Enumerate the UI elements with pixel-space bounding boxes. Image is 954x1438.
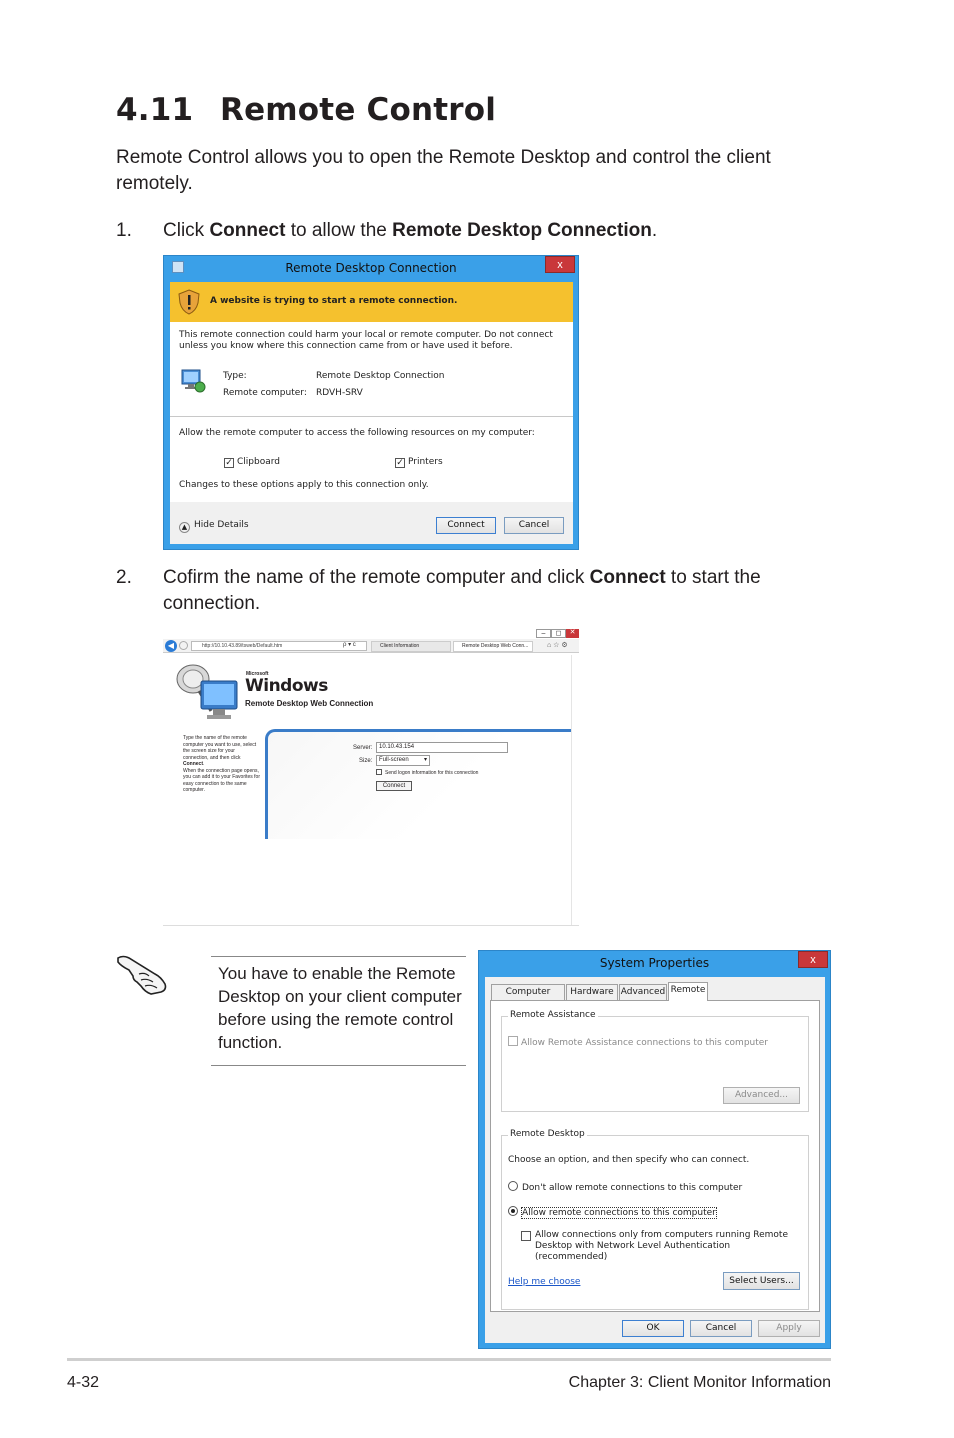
- remote-computer-icon: [180, 368, 206, 394]
- help-text: Type the name of the remote computer you want to use, select the screen size for your connection, and then click Connect. When the connection page opens, you can add it to your Favorites for easy connection to the same computer.: [183, 735, 260, 793]
- note-top-rule: [211, 956, 466, 957]
- remote-computer-label: Remote computer:: [223, 388, 307, 398]
- server-label: Server:: [353, 745, 373, 751]
- rdc-description: This remote connection could harm your local or remote computer. Do not connect unless you know where this connection came from or have used it before.: [179, 330, 553, 351]
- help-me-choose-link[interactable]: Help me choose: [508, 1277, 581, 1287]
- step-2-bold-connect: Connect: [589, 567, 666, 588]
- step-1: [116, 218, 816, 244]
- section-heading: [116, 92, 496, 128]
- remote-desktop-label: Remote Desktop: [510, 1129, 585, 1139]
- ok-button[interactable]: OK: [622, 1320, 684, 1337]
- allow-remote-radio[interactable]: [508, 1206, 716, 1219]
- rdc-title: Remote Desktop Connection: [285, 261, 457, 275]
- connect-button[interactable]: Connect: [376, 781, 412, 791]
- cancel-button[interactable]: Cancel: [504, 517, 564, 534]
- browser-window: [163, 629, 579, 926]
- remote-tab-panel: [490, 1000, 820, 1312]
- rd-choose-text: Choose an option, and then specify who can connect.: [508, 1155, 750, 1165]
- browser-toolbar: [163, 639, 579, 653]
- chapter-title: Chapter 3: Client Monitor Information: [568, 1374, 831, 1391]
- dont-allow-radio[interactable]: [508, 1181, 742, 1194]
- close-button[interactable]: x: [545, 256, 575, 273]
- step-2-text: [163, 565, 803, 617]
- step-1-post: .: [651, 220, 658, 241]
- step-1-bold-rdc: Remote Desktop Connection: [392, 220, 652, 241]
- type-value: Remote Desktop Connection: [316, 371, 445, 381]
- send-logon-checkbox[interactable]: [376, 769, 478, 777]
- checkbox-icon: [376, 769, 382, 775]
- chevron-up-icon: ▲: [179, 522, 190, 533]
- radio-icon: [508, 1181, 518, 1191]
- checkbox-icon: [508, 1036, 518, 1046]
- tab-hardware[interactable]: Hardware: [566, 984, 618, 1000]
- allow-remote-assistance-label: Allow Remote Assistance connections to this computer: [521, 1038, 769, 1048]
- tab-remote[interactable]: Remote: [668, 982, 708, 1001]
- close-button[interactable]: x: [798, 951, 828, 968]
- changes-note: Changes to these options apply to this connection only.: [179, 480, 429, 490]
- help-text-1: Type the name of the remote computer you want to use, select the screen size for your connection, and then click: [183, 735, 257, 761]
- step-1-pre: Click: [163, 220, 210, 241]
- microsoft-label: Microsoft: [246, 671, 269, 677]
- shield-warning-icon: [178, 289, 200, 315]
- hide-details-toggle[interactable]: [179, 520, 249, 533]
- type-label: Type:: [223, 371, 247, 381]
- browser-top: [163, 629, 579, 639]
- window-controls: [536, 629, 579, 638]
- system-properties-dialog: [478, 950, 831, 1349]
- warning-text: A website is trying to start a remote connection.: [210, 296, 458, 306]
- check-icon: ✓: [225, 458, 233, 468]
- note-bottom-rule: [211, 1065, 466, 1066]
- remote-assistance-group: [501, 1010, 809, 1112]
- forward-arrow-icon[interactable]: [179, 641, 188, 650]
- section-number: 4.11: [116, 92, 194, 128]
- clipboard-checkbox[interactable]: [224, 457, 280, 468]
- remote-desktop-group: [501, 1129, 809, 1310]
- select-users-button[interactable]: Select Users...: [723, 1272, 800, 1290]
- nla-label: Allow connections only from computers running Remote Desktop with Network Level Authentication (recommended): [535, 1230, 788, 1262]
- sysprops-titlebar: [479, 951, 830, 977]
- divider: [170, 416, 573, 417]
- sysprops-title: System Properties: [599, 956, 710, 970]
- step-2-number: 2.: [116, 567, 132, 588]
- step-2-pre: Cofirm the name of the remote computer and click: [163, 567, 590, 588]
- chevron-down-icon: ▾: [423, 757, 427, 763]
- server-input[interactable]: 10.10.43.154: [376, 742, 508, 753]
- pointing-hand-icon: [115, 952, 169, 996]
- check-icon: ✓: [396, 458, 404, 468]
- scrollbar[interactable]: [571, 655, 579, 925]
- rdc-app-icon: [172, 261, 184, 273]
- rdc-titlebar: [164, 256, 578, 282]
- windows-label: Windows: [245, 676, 328, 696]
- size-select[interactable]: [376, 755, 430, 766]
- step-1-bold-connect: Connect: [209, 220, 286, 241]
- step-1-mid: to allow the: [285, 220, 393, 241]
- printers-label: Printers: [408, 457, 443, 467]
- tab-client-information[interactable]: Client Information: [371, 641, 451, 652]
- help-text-2: When the connection page opens, you can add it to your Favorites for easy connection to the same computer.: [183, 767, 260, 793]
- footer-rule: [67, 1358, 831, 1361]
- apply-button[interactable]: Apply: [758, 1320, 820, 1337]
- toolbar-icons[interactable]: ⌂ ☆ ⚙: [547, 642, 568, 649]
- checkbox-icon: [521, 1231, 531, 1241]
- nla-checkbox[interactable]: [521, 1230, 791, 1263]
- size-label: Size:: [359, 758, 373, 764]
- minimize-button[interactable]: –: [536, 629, 551, 638]
- allow-remote-assistance-checkbox[interactable]: [508, 1036, 768, 1049]
- maximize-button[interactable]: ◻: [551, 629, 566, 638]
- remote-assistance-label: Remote Assistance: [510, 1010, 596, 1020]
- cancel-button[interactable]: Cancel: [690, 1320, 752, 1337]
- rdc-client-area: [170, 282, 573, 544]
- close-button[interactable]: ✕: [566, 629, 579, 638]
- page-number: 4-32: [67, 1374, 100, 1391]
- back-arrow-icon[interactable]: ◀: [165, 640, 177, 652]
- section-title: Remote Control: [220, 92, 497, 128]
- note-text: You have to enable the Remote Desktop on your client computer before using the remote control function.: [218, 964, 462, 1052]
- size-value: Full-screen: [379, 757, 409, 763]
- tab-advanced[interactable]: Advanced: [619, 984, 667, 1000]
- rdwc-title: Remote Desktop Web Connection: [245, 699, 374, 708]
- advanced-button[interactable]: Advanced...: [723, 1087, 800, 1104]
- tab-computer-name[interactable]: Computer: [491, 984, 565, 1000]
- dont-allow-label: Don't allow remote connections to this computer: [522, 1183, 743, 1193]
- remote-computer-value: RDVH-SRV: [316, 388, 363, 398]
- radio-selected-icon: [508, 1206, 518, 1216]
- step-2-post: to start the connection.: [163, 567, 761, 614]
- send-logon-label: Send logon information for this connection: [385, 770, 479, 776]
- allow-remote-label: Allow remote connections to this computer: [522, 1208, 716, 1218]
- step-1-number: 1.: [116, 220, 132, 241]
- step-2: [116, 565, 816, 617]
- printers-checkbox[interactable]: [395, 457, 443, 468]
- hide-details-label: Hide Details: [194, 520, 249, 530]
- tab-remote-desktop-web[interactable]: Remote Desktop Web Conn...: [453, 641, 533, 652]
- step-1-text: [163, 218, 803, 244]
- clipboard-label: Clipboard: [237, 457, 280, 467]
- sysprops-client-area: [485, 977, 825, 1343]
- warning-bar: [170, 282, 573, 322]
- remote-desktop-logo-icon: [171, 659, 243, 727]
- address-bar[interactable]: http://10.10.43.89/tsweb/Default.htm: [191, 641, 367, 651]
- allow-resources-text: Allow the remote computer to access the following resources on my computer:: [179, 428, 535, 438]
- address-search-icons[interactable]: ρ ▾ c: [343, 642, 356, 648]
- connect-button[interactable]: Connect: [436, 517, 496, 534]
- help-text-connect: Connect: [183, 761, 203, 767]
- rdc-dialog: [163, 255, 579, 550]
- intro-paragraph: Remote Control allows you to open the Remote Desktop and control the client remotely.: [116, 147, 771, 194]
